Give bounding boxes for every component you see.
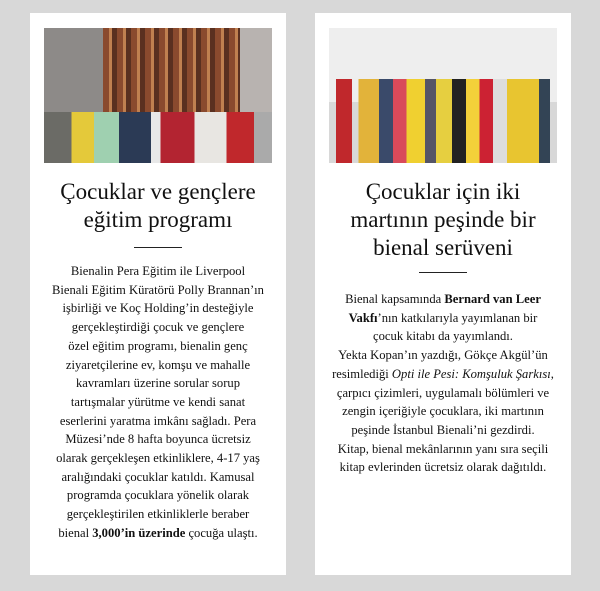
text: , [550, 366, 554, 381]
card-children-book [315, 13, 571, 575]
text: zengin içeriğiyle çocuklara, iki martının [342, 404, 544, 419]
bold-text: Bernard van Leer [444, 292, 541, 306]
body-line [30, 430, 286, 449]
body-line [30, 449, 286, 468]
body-line [30, 299, 286, 318]
body-line [315, 402, 571, 421]
text: tartışmalar yürütme ve kendi sanat [70, 394, 246, 409]
text: işbirliği ve Koç Holding’in desteğiyle [62, 301, 254, 316]
text: Yekta Kopan’ın yazdığı, Gökçe Akgül’ün [338, 348, 548, 363]
text: çarpıcı çizimleri, uygulamalı bölümleri ve [336, 385, 550, 400]
body-line [315, 421, 571, 440]
body-line [315, 346, 571, 365]
photo-children-museum [44, 28, 272, 163]
card-education-program [30, 13, 286, 575]
body-line [315, 384, 571, 403]
body-line [30, 262, 286, 281]
text: peşinde İstanbul Bienali’ni gezdirdi. [351, 422, 535, 437]
text: Bienalin Pera Eğitim ile Liverpool [70, 264, 246, 278]
text: resimlediği [332, 366, 392, 381]
text: aralığındaki çocuklar katıldı. Kamusal [61, 469, 255, 484]
body-line [315, 458, 571, 477]
body-line [315, 327, 571, 346]
title-line: eğitim programı [83, 207, 233, 232]
body-line [315, 365, 571, 384]
text: programda çocuklara yönelik olarak [66, 488, 250, 503]
body-line [315, 309, 571, 328]
body-line [30, 505, 286, 524]
card-body [30, 262, 286, 543]
text: kavramları üzerine sorular sorup [75, 376, 240, 391]
text: özel eğitim programı, bienalin genç [68, 338, 248, 353]
text: kitap evlerinden ücretsiz olarak dağıtıldı. [339, 460, 547, 475]
body-line [30, 524, 286, 543]
body-line [30, 486, 286, 505]
photo-children-with-books [329, 28, 557, 163]
body-line [30, 374, 286, 393]
body-line [30, 356, 286, 375]
text: gerçekleştirdiği çocuk ve gençlere [71, 320, 245, 335]
body-line [30, 393, 286, 412]
body-line [30, 318, 286, 337]
text: gerçekleştirilen etkinliklerle beraber [66, 507, 250, 522]
text: eserlerini yaratma imkânı sağladı. Pera [59, 413, 257, 428]
body-line [315, 290, 571, 309]
title-line: martının peşinde bir [350, 207, 536, 232]
text: olarak gerçekleşen etkinliklere, 4-17 yaş [56, 451, 260, 466]
text: Bienal kapsamında [345, 292, 445, 306]
text: Müzesi’nde 8 hafta boyunca ücretsiz [65, 432, 251, 447]
body-line [30, 412, 286, 431]
divider [419, 272, 467, 273]
body-line [30, 337, 286, 356]
text: ’nın katkılarıyla yayımlanan bir [377, 310, 538, 325]
bold-text: Vakfı [348, 310, 378, 325]
bold-text: 3,000’in üzerinde [92, 525, 186, 540]
card-title [315, 178, 571, 262]
text: Kitap, bienal mekânlarının yanı sıra seçili [337, 441, 549, 456]
title-line: Çocuklar ve gençlere [60, 179, 256, 204]
text: Bienali Eğitim Küratörü Polly Brannan’ın [52, 282, 264, 297]
body-line [30, 468, 286, 487]
body-line [315, 440, 571, 459]
card-body [315, 290, 571, 477]
text: ziyaretçilerine ev, komşu ve mahalle [65, 357, 251, 372]
body-line [30, 281, 286, 300]
text: bienal [58, 525, 93, 540]
title-line: Çocuklar için iki [365, 179, 521, 204]
card-title [30, 178, 286, 234]
text: çocuğa ulaştı. [185, 525, 258, 540]
title-line: bienal serüveni [373, 235, 513, 260]
divider [134, 247, 182, 248]
text: çocuk kitabı da yayımlandı. [373, 329, 513, 344]
italic-title: Opti ile Pesi: Komşuluk Şarkısı [391, 366, 551, 381]
